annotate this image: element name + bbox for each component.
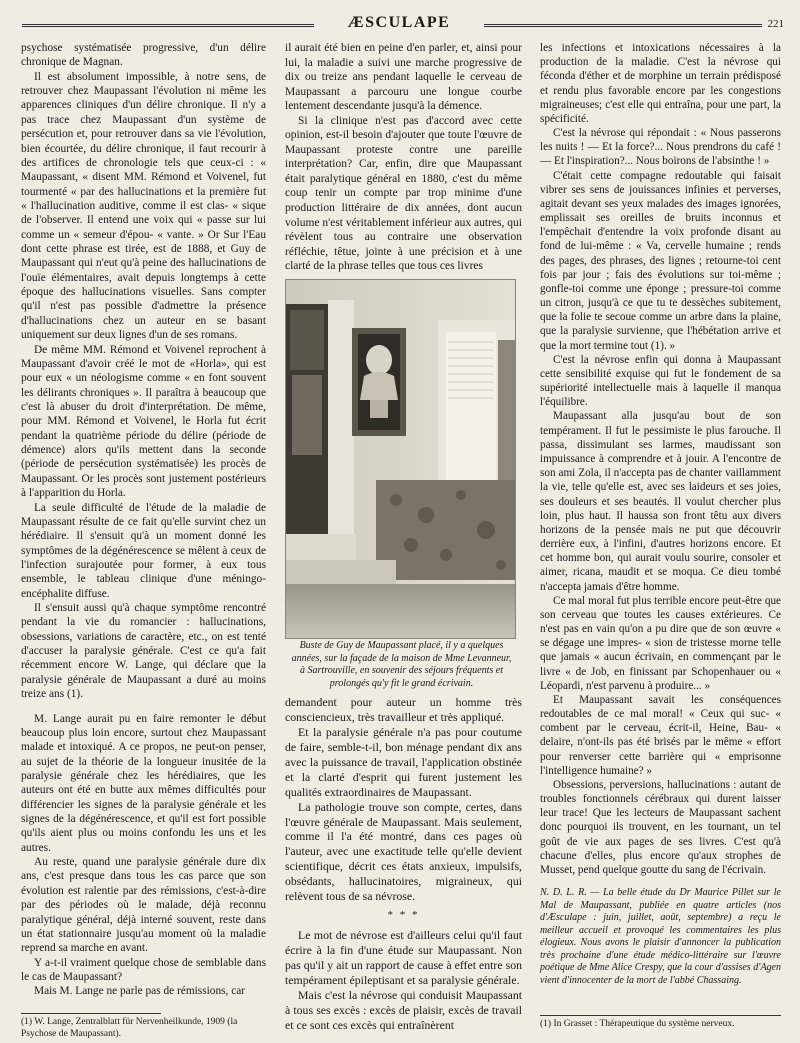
- paragraph: Il est absolument impossible, à notre sens, de retrouver chez Maupassant l'évolution ni même les apparences cliniques d'un délire chronique. Il n'y a pas trace chez Maupassant d'un système de persécution et, pour retrouver dans sa vie l'évolution, bien écourtée, du délire chronique, il faut recourir à des artifices de chronologie tels que ceux-ci : « Maupassant, « disent MM. Rémond et Voivenel, fut tourmenté « par des hallucinations et la première fut « l'hallucination auditive, comme il est clas- « sique de l'observer. Il entend une voix qui « passe sur lui comme un « semeur d'épou- « vante. » Or Sur l'Eau dont cette phrase est tirée, est de 1888, et Guy de Maupassant qui n'eut qu'à peine des hallucinations de l'ouïe élémentaires, avait depuis longtemps à cette époque des hallucinations visuelles. Sans compter qu'il n'est pas possible d'admettre la présence d'hallucinations chez un auteur en se basant uniquement sur deux lignes d'un de ses romans.: [21, 70, 266, 342]
- paragraph: Et Maupassant savait les conséquences redoutables de ce mal moral! « Ceux qui suc- « combent par le cerveau, écrit-il, Heine, Bau- « delaire, n'ont-ils pas été brisés par le même « effort pour renverser cette barrière qui « emprisonne l'intelligence humaine? »: [540, 693, 781, 777]
- paragraph: demandent pour auteur un homme très consciencieux, très travailleur et très appliqué.: [285, 695, 522, 724]
- column-1: [21, 41, 266, 999]
- section-asterism: * * *: [387, 909, 420, 922]
- paragraph: Il s'ensuit aussi qu'à chaque symptôme rencontré pendant la vie du romancier : hallucinations, obsessions, variations de caractère, etc., on est tenté d'accuser la paralysie générale. C'est ce qu'a fait récemment encore W. Lange, qui déclare que la paralysie générale de Maupassant a duré au moins treize ans (1).: [21, 602, 266, 701]
- page-header: [22, 14, 784, 36]
- paragraph: Le mot de névrose est d'ailleurs celui qu'il faut écrire à la fin d'une étude sur Maupassant. Non pas qu'il y ait un rapport de cause à effet entre son tempérament épileptisant et sa paralysie générale.: [285, 928, 522, 987]
- bust-photograph-image: [286, 280, 515, 638]
- paragraph: Maupassant alla jusqu'au bout de son tempérament. Il fut le pessimiste le plus farouche. Il passa, dissimulant ses larmes, maudissant son impuissance à comprendre et à jouir. A l'encontre de son ami Zola, il n'accepta pas de chanter vaillamment la vie, telle qu'elle est, avec ses laideurs et ses joies, ses douleurs et ses beautés. Il voulut chercher plus loin, plus haut. Il haussa son front têtu aux divers horizons de la pensée mais ne put que découvrir derrière eux, à l'infini, d'autres horizons encore. Et cet homme bon, qui aurait voulu sourire, consoler et aimer, ricana, maudit et se moqua. Ce dieu tombé n'accepta jamais d'être homme.: [540, 410, 781, 593]
- paragraph: il aurait été bien en peine d'en parler, et, ainsi pour lui, la maladie a suivi une marche progressive de dix ou treize ans pendant laquelle le cerveau de Maupassant a parcouru une longue courbe lentement descendante jusqu'à la démence.: [285, 42, 522, 113]
- paragraph: La pathologie trouve son compte, certes, dans l'œuvre générale de Maupassant. Mais seulement, comme il l'a été montré, dans ces pages où l'auteur, avec une exactitude telle qu'elle devient scientifique, décrit ces états anxieux, impulsifs, obsédants, hallucinatoires, migraineux, qui relèvent tous de sa névrose.: [285, 799, 522, 904]
- column-2-top: [285, 41, 522, 274]
- footnote-rule: [21, 1013, 161, 1014]
- paragraph: C'est la névrose qui répondait : « Nous passerons les nuits ! — Et la force?... Nous prendrons du café ! — Et l'inspiration?... Nous boirons de l'absinthe ! »: [540, 127, 781, 168]
- paragraph: De même MM. Rémond et Voivenel reprochent à Maupassant d'avoir créé le mot de «Horla», qui est pour eux « un néologisme comme « en font souvent les délirants chroniques ». Il paraîtra à beaucoup que c'est là abuser du droit d'interprétation. De même, pour MM. Rémond et Voivenel, le Horla fut écrit pendant la quatrième période du délire (période de démence) alors qu'ils mettent dans la seconde (période de persécution systématisée) les procès de Maupassant. Or les procès sont justement postérieurs à l'apparition du Horla.: [21, 343, 266, 500]
- column-3: [540, 41, 781, 877]
- paragraph: Mais M. Lange ne parle pas de rémissions, car: [34, 985, 246, 998]
- paragraph: Mais c'est la névrose qui conduisit Maupassant à tous ses excès : excès de plaisir, excès de travail et ce sont ces excès qui entraînèrent: [285, 987, 522, 1032]
- photo-caption: Buste de Guy de Maupassant placé, il y a quelques années, sur la façade de la maison de Mme Levanneur, à Sartrouville, en souvenir des séjours fréquents et prolongés qu'y fit le grand écrivain.: [291, 640, 512, 689]
- paragraph: M. Lange aurait pu en faire remonter le début beaucoup plus loin encore, surtout chez Maupassant malade et intoxiqué. A ce propos, ne peut-on penser, au sujet de la théorie de la longueur inusitée de la paralysie générale chez les hérédiaires, que les auteurs ont été en butte aux mêmes difficultés pour différencier les signes de la paralysie générale et les signes de la dégénérescence, et qu'il est fort possible qu'ils aient plus ou moins confondu les uns et les autres.: [21, 712, 266, 854]
- paragraph: La seule difficulté de l'étude de la maladie de Maupassant résulte de ce fait qu'elle survint chez un hérédiaire. Il s'ensuit qu'à un moment donné les symptômes de la dégénérescence se mêlent à ceux de l'infection surajoutée pour former, à eux tous ensemble, le tableau clinique d'une méningo-encéphalite diffuse.: [21, 501, 266, 600]
- journal-title: ÆSCULAPE: [347, 14, 451, 31]
- footnote-right: (1) In Grasset : Thérapeutique du système nerveux.: [540, 1019, 735, 1029]
- column-2-bottom: [285, 695, 522, 1033]
- paragraph: Au reste, quand une paralysie générale dure dix ans, c'est presque dans tous les cas parce que son évolution est ralentie par des rémissions, c'est-à-dire par des périodes où le malade, déjà reconnu paralytique général, déjà interné souvent, reste dans un état stationnaire jusqu'au moment où la maladie reprend sa marche en avant.: [21, 856, 266, 955]
- paragraph: Et la paralysie générale n'a pas pour coutume de faire, semble-t-il, bon ménage pendant dix ans avec la puissance de travail, l'application obstinée et la clarté d'esprit qui furent justement les qualités extraordinaires de Maupassant.: [285, 724, 522, 799]
- paragraph: C'est la névrose enfin qui donna à Maupassant cette sensibilité exquise qui fut le fondement de sa supériorité intellectuelle mais à laquelle il manqua l'équilibre.: [540, 353, 781, 409]
- page-number: 221: [767, 18, 784, 30]
- paragraph: C'était cette compagne redoutable qui faisait vibrer ses sens de jouissances infinies et perverses, agitait devant ses yeux malades des images ignorées, emplissait ses oreilles de bruits inconnus et l'empêchait d'entendre la voix profonde disant au fond de lui-même : « Va, cervelle humaine ; rends des pages, des phrases, des lignes ; retourne-toi cent fois par jour ; fais des évolutions sur toi-même ; gonfle-toi comme une éponge ; pressure-toi comme un citron, jusqu'à ce que tu te dessèches subitement, que la folie te secoue comme un arbre dans la plaine, que la paralysie survienne, que l'hébétation arrive et que la mort termine tout (1). »: [540, 169, 781, 352]
- header-rule-left: [22, 24, 314, 27]
- paragraph: Si la clinique n'est pas d'accord avec cette opinion, est-il besoin d'ajouter que toute l'œuvre de Maupassant proteste contre une pareille interprétation? Car, enfin, dire que Maupassant était paralytique général en 1880, c'est du même coup tenir un compte par trop minime d'une production littéraire de dix années, dont aucun volume n'est véritablement inférieur aux autres, qui révèlent tous au contraire une observation réfléchie, têtue, jointe à une précision et à une clarté de la phrase telles que tous ces livres: [285, 114, 522, 273]
- paragraph: psychose systématisée progressive, d'un délire chronique de Magnan.: [21, 42, 266, 69]
- header-rule-right: [484, 24, 762, 27]
- paragraph: les infections et intoxications nécessaires à la production de la maladie. C'est la névrose qui féconda d'éther et de morphine un terrain prédisposé et rendu plus favorable encore par les congestions migraineuses; c'est elle qui entraîna, pour une part, la spécificité.: [540, 42, 781, 125]
- paragraph: Obsessions, perversions, hallucinations : autant de troubles fonctionnels cérébraux qui durent laisser leur trace! Que les lecteurs de Maupassant sachent donc pourquoi ils trouvent, en les tournant, un tel goût de vie aux pages de ses livres. C'est qu'à chacune d'elles, plus encore qu'aux strophes de Musset, pend quelque goutte du sang de l'écrivain.: [540, 778, 781, 876]
- paragraph: Ce mal moral fut plus terrible encore peut-être que son cerveau que toutes les causes extérieures. Ce n'est pas en vain qu'on a pu dire que de son œuvre « se dégage une impres- « sion de tristesse morne telle que jamais « aucun écrivain, en commençant par le livre « de Job, en finissant par Schopenhauer ou « Léopardi, n'est parvenu à produire... »: [540, 594, 781, 692]
- paragraph: Y a-t-il vraiment quelque chose de semblable dans le cas de Maupassant?: [21, 956, 266, 983]
- editor-note: N. D. L. R. — La belle étude du Dr Maurice Pillet sur le Mal de Maupassant, publiée en quatre articles (nos d'Æsculape : juin, juillet, août, septembre) a reçu le meilleur accueil et provoqué les commentaires les plus élogieux. Nous avons le plaisir d'annoncer la publication très prochaine d'une étude médico-littéraire sur l'œuvre poétique de Mme Alice Crespy, que la cour d'assises d'Agen vient d'innocenter de la mort de l'abbé Chassaing.: [540, 887, 781, 986]
- footnote-left: (1) W. Lange, Zentralblatt für Nervenheilkunde, 1909 (la Psychose de Maupassant).: [21, 1017, 238, 1039]
- bust-photograph: [285, 279, 516, 639]
- footnote-rule: [540, 1015, 781, 1016]
